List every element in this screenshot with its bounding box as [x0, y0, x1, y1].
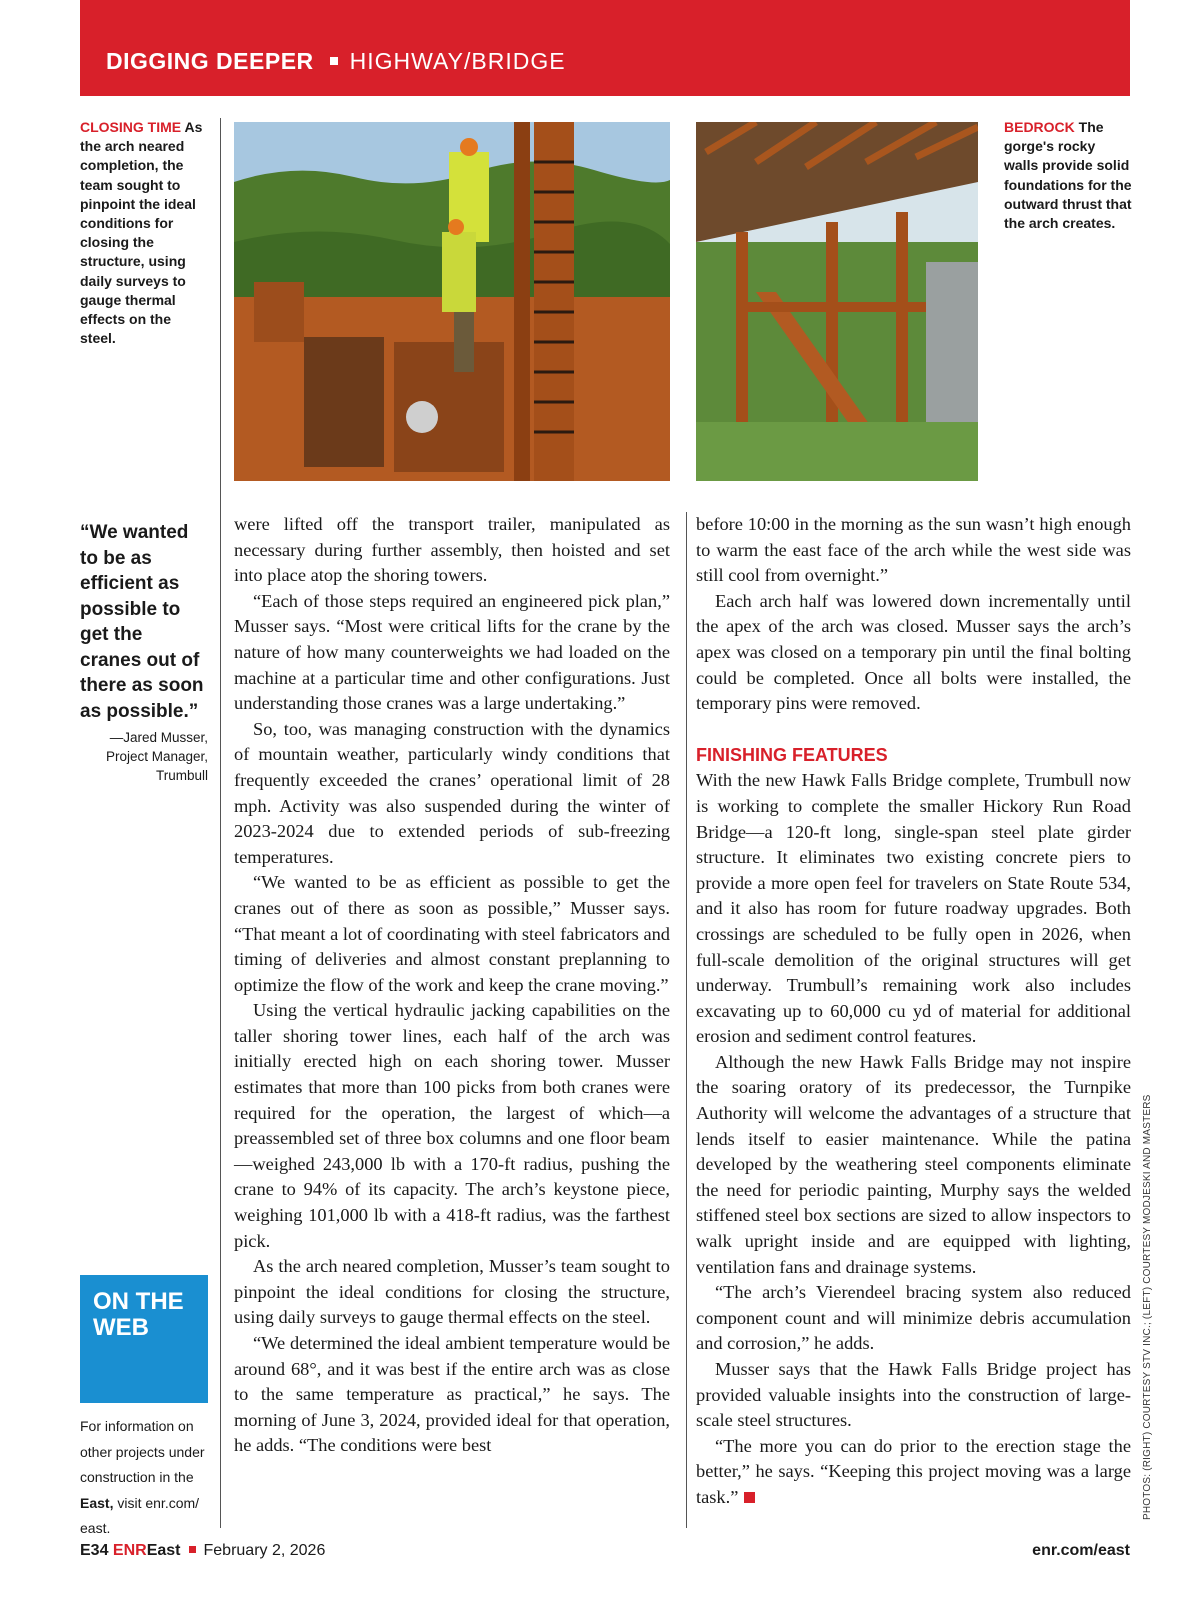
issue-date: February 2, 2026 — [203, 1542, 326, 1559]
on-the-web-box — [80, 1275, 208, 1403]
article-paragraph: “We wanted to be as efficient as possible to get the cranes out of there as soon as possible,” Musser says. “That meant a lot of coordinating with steel fabricators and timing of deliveries and almost constant preplanning to optimize the flow of the work and keep the crane moving.” — [234, 872, 670, 995]
end-mark-icon — [744, 1492, 755, 1503]
column-divider-left — [220, 118, 221, 1528]
on-the-web-title-line2: WEB — [93, 1314, 149, 1341]
photo-caption-right — [1004, 118, 1132, 233]
attribution-org: Trumbull — [155, 768, 208, 783]
article-paragraph: “Each of those steps required an engineered pick plan,” Musser says. “Most were critical lifts for the crane by the nature of how many counterweights we had loaded on the machine at a particular time and other configurations. Just understanding those cranes was a large undertaking.” — [234, 590, 670, 714]
photo-credit: PHOTOS: (RIGHT) COURTESY STV INC.; (LEFT) COURTESY MODJESKI AND MASTERS — [1142, 1094, 1153, 1520]
attribution-title: Project Manager, — [105, 749, 208, 764]
footer-folio — [80, 1542, 325, 1560]
section-heading: FINISHING FEATURES — [696, 744, 888, 765]
article-paragraph: So, too, was managing construction with the dynamics of mountain weather, particularly windy conditions that frequently exceeded the cranes’ operational limit of 28 mph. Activity was also suspended during the winter of 2023-2024 due to extended periods of sub-freezing temperatures. — [234, 718, 670, 867]
article-closing-paragraph — [696, 1434, 1131, 1511]
section-banner — [80, 0, 1130, 96]
article-column-1 — [234, 512, 670, 1459]
article-paragraph: As the arch neared completion, Musser’s team sought to pinpoint the ideal conditions for closing the structure, using daily surveys to gauge thermal effects on the steel. — [234, 1256, 670, 1328]
page-number: E34 — [80, 1542, 109, 1559]
article-column-2 — [696, 512, 1131, 1511]
article-paragraph: Musser says that the Hawk Falls Bridge project has provided valuable insights into the construction of large-scale steel structures. — [696, 1359, 1131, 1431]
photo-caption-left — [80, 118, 208, 348]
brand-enr: ENR — [112, 1542, 147, 1559]
article-paragraph: Each arch half was lowered down incrementally until the apex of the arch was closed. Musser says the arch’s apex was closed on a temporary pin until the final bolting could be completed. Once all bolts were installed, the temporary pins were removed. — [696, 590, 1131, 714]
article-paragraph: were lifted off the transport trailer, manipulated as necessary during further assembly, then hoisted and set into place atop the shoring towers. — [234, 514, 670, 586]
bridge-underside-photo — [696, 122, 978, 481]
caption-kicker: BEDROCK — [1004, 119, 1075, 135]
closing-text: “The more you can do prior to the erection stage the better,” he says. “Keeping this project moving was a large task.” — [696, 1435, 1131, 1507]
separator-square-icon — [330, 57, 338, 65]
footer-url-link[interactable]: enr.com/east — [1032, 1542, 1130, 1559]
on-the-web-text-before: For information on other projects under construction in the — [80, 1418, 205, 1485]
on-the-web-text — [80, 1414, 208, 1542]
on-the-web-title-line1: ON THE — [93, 1288, 184, 1315]
article-paragraph: Using the vertical hydraulic jacking capabilities on the taller shoring tower lines, each half of the arch was initially erected high on each shoring tower. Musser estimates that more than 100 picks from both cranes were required for the operation, the largest of which—a preassembled set of three box columns and one floor beam—weighed 243,000 lb with a 170-ft radius, pushing the crane to 94% of its capacity. The arch’s keystone piece, weighing 101,000 lb with a 418-ft radius, was the farthest pick. — [234, 1000, 670, 1251]
page-footer — [80, 1542, 1130, 1566]
attribution-name: —Jared Musser, — [109, 730, 208, 745]
footer-separator-icon — [189, 1546, 196, 1553]
on-the-web-link-text[interactable]: visit enr.com/ east. — [80, 1494, 200, 1536]
article-paragraph: “We determined the ideal ambient temperature would be around 68°, and it was best if the entire arch was as close to the same temperature as practical,” he says. The morning of June 3, 2024, provided ideal for that operation, he adds. “The conditions were best — [234, 1333, 670, 1456]
pull-quote-attribution — [80, 728, 208, 785]
caption-kicker: CLOSING TIME — [80, 119, 182, 135]
caption-text: As the arch neared completion, the team sought to pinpoint the ideal conditions for closing the structure, using daily surveys to gauge thermal effects on the steel. — [80, 119, 203, 347]
brand-region: East — [146, 1542, 181, 1559]
column-divider-center — [686, 512, 687, 1528]
arch-steel-workers-photo — [234, 122, 670, 481]
on-the-web-region: East, — [80, 1494, 114, 1511]
article-paragraph: Although the new Hawk Falls Bridge may not inspire the soaring oratory of its predecessor, the Turnpike Authority will welcome the advantages of a structure that lends itself to easier maintenance. While the patina developed by the weathering steel components eliminate the need for periodic painting, Murphy says the welded stiffened steel box sections are sized to allow inspectors to walk upright inside and are equipped with lighting, ventilation fans and drainage systems. — [696, 1051, 1131, 1277]
pull-quote — [80, 520, 208, 785]
article-paragraph: “The arch’s Vierendeel bracing system also reduced component count and will minimize debris accumulation and corrosion,” he adds. — [696, 1282, 1131, 1354]
caption-text: The gorge's rocky walls provide solid foundations for the outward thrust that the arch creates. — [1004, 119, 1132, 232]
section-title: DIGGING DEEPER — [106, 48, 314, 74]
pull-quote-text: “We wanted to be as efficient as possible to get the cranes out of there as soon as possible.” — [80, 522, 204, 722]
article-paragraph: before 10:00 in the morning as the sun wasn’t high enough to warm the east face of the arch while the west side was still cool from overnight.” — [696, 514, 1131, 586]
section-subtitle: HIGHWAY/BRIDGE — [349, 48, 566, 74]
article-paragraph: With the new Hawk Falls Bridge complete, Trumbull now is working to complete the smaller Hickory Run Road Bridge—a 120-ft long, single-span steel plate girder structure. It eliminates two existing concrete piers to provide a more open feel for travelers on State Route 534, and it also has room for future roadway upgrades. Both crossings are scheduled to be fully open in 2026, when full-scale demolition of the original structures will get underway. Trumbull’s remaining work also includes excavating up to 60,000 cu yd of material for additional erosion and sediment control features. — [696, 770, 1131, 1047]
